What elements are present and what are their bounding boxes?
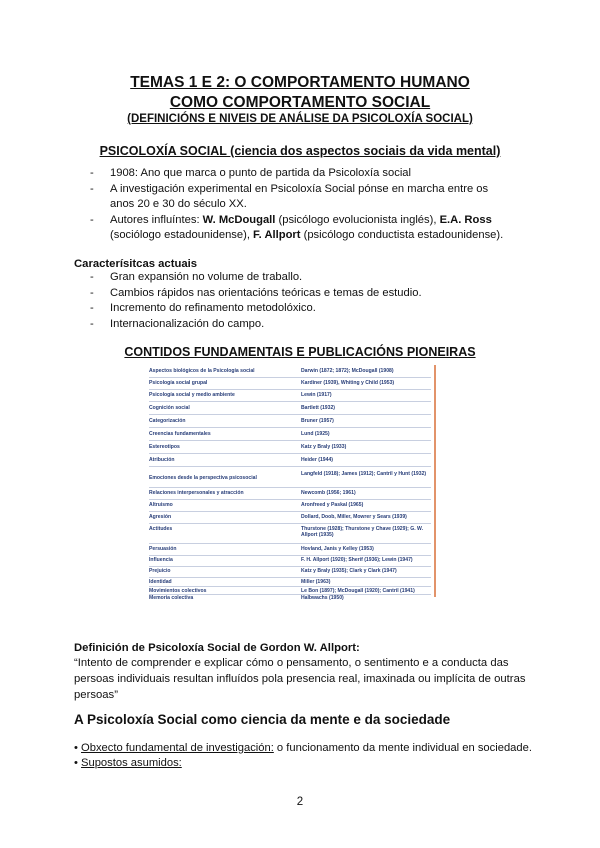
bullet-supostos [74, 755, 182, 771]
row-divider [149, 389, 431, 390]
contidos-table: Aspectos biológicos de la Psicología social Darwin (1872; 1872); McDougall (1908) Psicología social grupal Kardiner (1939), Whiting y Child (1953) Psicología social y medio ambiente Lewin (1917) Cognición social Bartlett (1932) Categorización Bruner (1957) Creencias fundamentales Lund (1925) Estereotipos Katz y Braly (1933) Atribución Heider (1944) Emociones desde la perspectiva psicosocial Langfeld (1918); James (1912); Cantril y Hunt (1932) Relaciones interpersonales y atracción Newcomb (1956; 1961) Altruismo Aronfreed y Paskal (1965) Agresión Dollard, Doob, Miller, Mowrer y Sears (1939) Actitudes Thurstone (1928); Thurstone y Chave (1929); G. W. Allport (1935) Persuasión Hovland, Janis y Kelley (1953) Influencia F. H. Allport (1920); Sherif (1936); Lewin (1947) Prejuicio Katz y Braly (1935); Clark y Clark (1947) Identidad Miller (1963) Movimientos colectivos Le Bon (1897); McDougall (1920); Cantril (1941) Memoria colectiva Halbwachs (1950) [146, 365, 436, 597]
row-divider [149, 427, 431, 428]
definicion-heading: Definición de Psicoloxía Social de Gordon W. Allport: [74, 642, 360, 654]
contidos-heading: CONTIDOS FUNDAMENTAIS E PUBLICACIÓNS PIONEIRAS [124, 345, 476, 359]
row-divider [149, 453, 431, 454]
ciencia-heading: A Psicoloxía Social como ciencia da mente e da sociedade [74, 712, 451, 727]
definicion-text: “Intento de comprender e explicar cómo o pensamento, o sentimento e a conducta das persoas individuais resultan influídos pola presencia real, imaxinada ou implícita de outras persoas” [74, 657, 526, 701]
row-divider [149, 511, 431, 512]
row-divider [149, 499, 431, 500]
row-divider [149, 466, 431, 467]
title-line-1: TEMAS 1 E 2: O COMPORTAMENTO HUMANO [130, 74, 470, 91]
psicoloxia-social-heading: PSICOLOXÍA SOCIAL (ciencia dos aspectos sociais da vida mental) [99, 144, 501, 158]
author-ross: E.A. Ross [439, 213, 492, 226]
list-item: - Autores influíntes: W. McDougall (psicólogo evolucionista inglés), E.A. Ross (sociólogo estadounidense), F. Allport (psicólogo conductista estadounidense). [90, 213, 510, 244]
bullet-icon: • [74, 757, 78, 769]
row-divider [149, 377, 431, 378]
row-divider [149, 440, 431, 441]
bullet-icon: • [74, 742, 78, 754]
obxecto-text: o funcionamento da mente individual en sociedade. [273, 742, 532, 754]
page-number: 2 [296, 796, 304, 808]
row-divider [149, 543, 431, 544]
list-item: - Gran expansión no volume de traballo. [90, 270, 510, 286]
title-line-2: COMO COMPORTAMENTO SOCIAL [169, 94, 431, 111]
list-item: - A investigación experimental en Psicoloxía Social pónse en marcha entre os anos 20 e 30 do século XX. [90, 182, 510, 213]
row-divider [149, 523, 431, 524]
list-item: - Internacionalización do campo. [90, 317, 510, 333]
subtitle: (DEFINICIÓNS E NIVEIS DE ANÁLISE DA PSICOLOXÍA SOCIAL) [127, 113, 473, 125]
row-divider [149, 586, 431, 587]
row-divider [149, 487, 431, 488]
obxecto-label: Obxecto fundamental de investigación: [81, 742, 274, 754]
list-item: - Incremento do refinamento metodolóxico. [90, 301, 510, 317]
supostos-label: Supostos asumidos: [81, 757, 182, 769]
caracteristicas-heading: Caracterísitcas actuais [74, 258, 198, 270]
bullet-obxecto [74, 740, 532, 756]
list-item: - Cambios rápidos nas orientacións teóricas e temas de estudio. [90, 286, 510, 302]
caracteristicas-list [90, 270, 510, 332]
row-divider [149, 577, 431, 578]
row-divider [149, 555, 431, 556]
author-allport: F. Allport [253, 229, 301, 241]
row-divider [149, 401, 431, 402]
author-mcdougall: W. McDougall [202, 213, 276, 226]
list-item: - 1908: Ano que marca o punto de partida da Psicoloxía social [90, 166, 510, 182]
psicoloxia-social-list [90, 166, 510, 244]
row-divider [149, 414, 431, 415]
row-divider [149, 566, 431, 567]
